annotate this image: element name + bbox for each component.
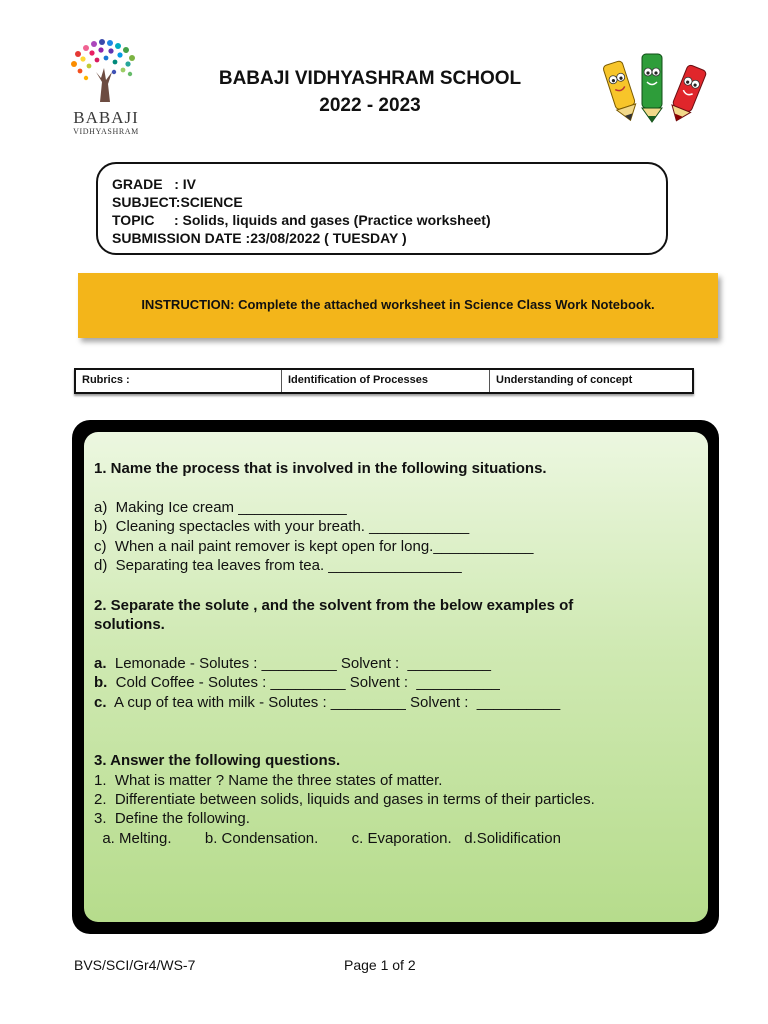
grade-line: GRADE : IV [112, 176, 197, 192]
topic-line: TOPIC : Solids, liquids and gases (Practice worksheet) [112, 212, 491, 228]
page-number: Page 1 of 2 [344, 957, 416, 973]
item-text: Lemonade - Solutes : _________ Solvent : __________ [106, 655, 491, 672]
school-name: BABAJI VIDHYASHRAM SCHOOL [218, 68, 522, 89]
question-1-item-a: a) Making Ice cream _____________ [94, 499, 347, 516]
item-text: Cold Coffee - Solutes : _________ Solvent : __________ [107, 674, 500, 691]
question-2-item-c [94, 693, 560, 713]
question-3-item-2: 2. Differentiate between solids, liquids and gases in terms of their particles. [94, 791, 595, 808]
question-3-item-1: 1. What is matter ? Name the three states of matter. [94, 772, 443, 789]
question-3-subitems: a. Melting. b. Condensation. c. Evaporation. d.Solidification [94, 830, 561, 847]
rubrics-label-cell: Rubrics : [76, 370, 282, 392]
item-label: b. [94, 674, 108, 691]
rubrics-table [74, 368, 694, 394]
worksheet-code: BVS/SCI/Gr4/WS-7 [74, 957, 196, 973]
logo-subname: VIDHYASHRAM [73, 127, 139, 136]
logo-wordmark [66, 108, 146, 136]
question-3-item-3: 3. Define the following. [94, 810, 250, 827]
rubric-identification-cell: Identification of Processes [282, 370, 490, 392]
worksheet-info-box [96, 162, 668, 255]
item-text: A cup of tea with milk - Solutes : _________ Solvent : __________ [106, 694, 561, 711]
question-2-heading-line1: 2. Separate the solute , and the solvent from the below examples of [94, 597, 574, 614]
logo-name: BABAJI [73, 108, 139, 127]
instruction-banner [78, 273, 718, 338]
question-2-item-a [94, 654, 491, 674]
submission-date-line: SUBMISSION DATE :23/08/2022 ( TUESDAY ) [112, 230, 407, 246]
item-label: c. [94, 694, 107, 711]
question-1-item-c: c) When a nail paint remover is kept open for long.____________ [94, 538, 534, 555]
item-label: a. [94, 655, 107, 672]
question-1-item-d: d) Separating tea leaves from tea. ________________ [94, 557, 462, 574]
question-1-heading: 1. Name the process that is involved in the following situations. [94, 460, 547, 477]
rubric-understanding-cell: Understanding of concept [496, 374, 633, 386]
question-3-heading: 3. Answer the following questions. [94, 752, 341, 769]
academic-year: 2022 - 2023 [319, 95, 421, 116]
subject-line: SUBJECT:SCIENCE [112, 194, 243, 210]
instruction-text: INSTRUCTION: Complete the attached worksheet in Science Class Work Notebook. [141, 297, 655, 312]
question-1-item-b: b) Cleaning spectacles with your breath. ____________ [94, 518, 470, 535]
crayon-characters-illustration [598, 48, 714, 124]
question-2-item-b [94, 673, 500, 693]
question-2-heading-line2: solutions. [94, 616, 165, 633]
